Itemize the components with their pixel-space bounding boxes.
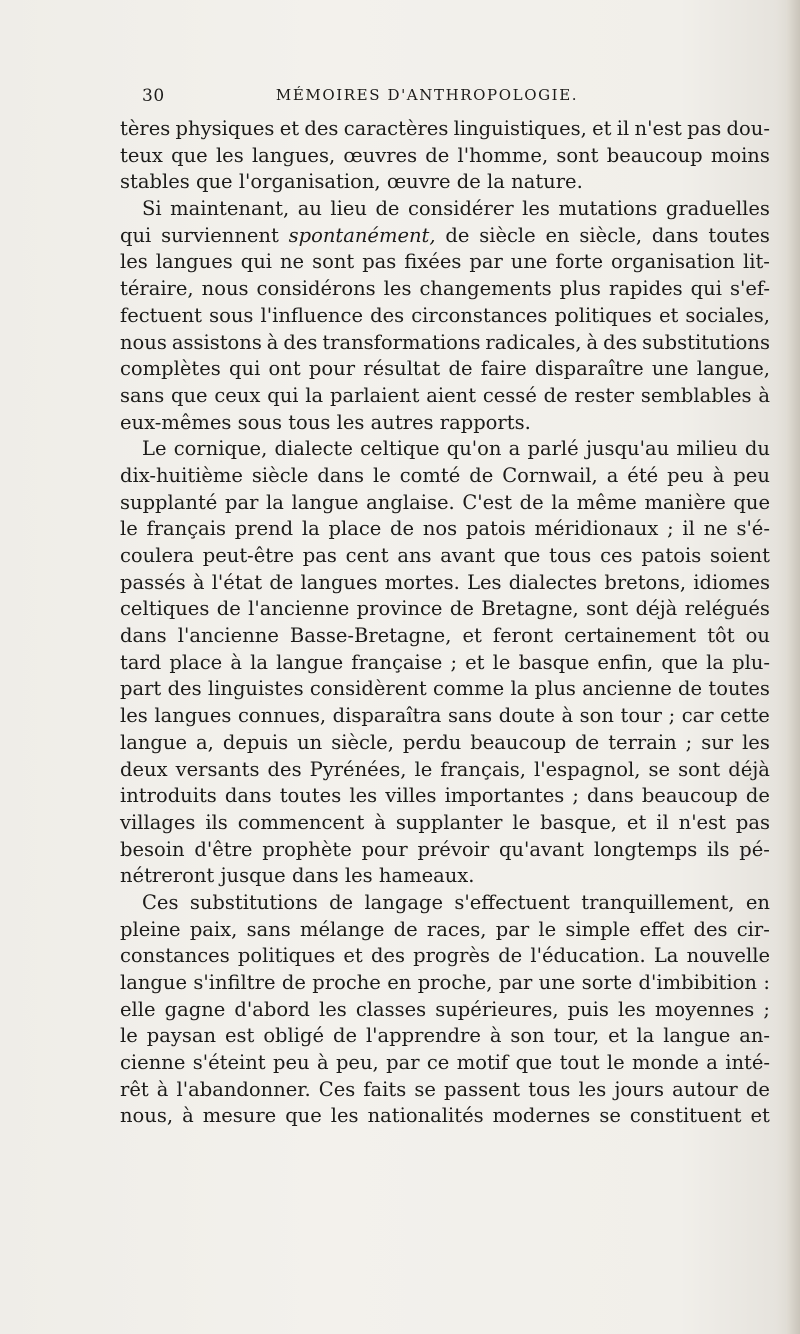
- page-edge: [786, 0, 800, 1334]
- text-line: supplanté par la langue anglaise. C'est de la même manière que: [120, 490, 770, 514]
- text-line: langue a, depuis un siècle, perdu beaucoup de terrain ; sur les: [120, 730, 770, 754]
- text-line: le français prend la place de nos patois méridionaux ; il ne s'é-: [120, 517, 770, 541]
- text-line: qui surviennent spontanément, de siècle en siècle, dans toutes: [120, 223, 770, 247]
- text-line: Si maintenant, au lieu de considérer les mutations graduelles: [142, 197, 770, 221]
- text-line: pleine paix, sans mélange de races, par le simple effet des cir-: [120, 917, 770, 941]
- text-line: villages ils commencent à supplanter le basque, et il n'est pas: [120, 810, 770, 834]
- text-line: les langues qui ne sont pas fixées par une forte organisation lit-: [120, 250, 770, 274]
- text-line: Ces substitutions de langage s'effectuent tranquillement, en: [142, 890, 770, 914]
- body-text: [120, 116, 770, 1130]
- text-line: rêt à l'abandonner. Ces faits se passent tous les jours autour de: [120, 1077, 770, 1101]
- text-line: teux que les langues, œuvres de l'homme, sont beaucoup moins: [120, 143, 770, 167]
- text-line: elle gagne d'abord les classes supérieures, puis les moyennes ;: [120, 997, 770, 1021]
- text-line: deux versants des Pyrénées, le français, l'espagnol, se sont déjà: [120, 757, 770, 781]
- page-header: [142, 86, 712, 110]
- text-line: constances politiques et des progrès de l'éducation. La nouvelle: [120, 944, 770, 968]
- text-line: passés à l'état de langues mortes. Les dialectes bretons, idiomes: [120, 570, 770, 594]
- page-number: 30: [142, 86, 165, 106]
- text-line: le paysan est obligé de l'apprendre à son tour, et la langue an-: [120, 1024, 770, 1048]
- text-line: Le cornique, dialecte celtique qu'on a parlé jusqu'au milieu du: [142, 437, 770, 461]
- text-line: introduits dans toutes les villes importantes ; dans beaucoup de: [120, 784, 770, 808]
- text-line: dans l'ancienne Basse-Bretagne, et feront certainement tôt ou: [120, 624, 770, 648]
- text-line: nous assistons à des transformations radicales, à des substitutions: [120, 330, 770, 354]
- text-line: stables que l'organisation, œuvre de la nature.: [120, 170, 583, 194]
- text-line: nétreront jusque dans les hameaux.: [120, 864, 475, 888]
- text-line: besoin d'être prophète pour prévoir qu'avant longtemps ils pé-: [120, 837, 770, 861]
- text-line: coulera peut-être pas cent ans avant que tous ces patois soient: [120, 544, 770, 567]
- text-line: téraire, nous considérons les changements plus rapides qui s'ef-: [120, 277, 770, 301]
- running-title: MÉMOIRES D'ANTHROPOLOGIE.: [275, 86, 579, 104]
- text-line: celtiques de l'ancienne province de Bretagne, sont déjà relégués: [120, 597, 770, 621]
- text-line: tard place à la langue française ; et le basque enfin, que la plu-: [120, 650, 770, 674]
- text-line: dix-huitième siècle dans le comté de Cornwail, a été peu à peu: [120, 463, 770, 487]
- text-line: cienne s'éteint peu à peu, par ce motif que tout le monde a inté-: [120, 1051, 770, 1075]
- text-line: tères physiques et des caractères linguistiques, et il n'est pas dou-: [120, 117, 770, 140]
- text-line: langue s'infiltre de proche en proche, par une sorte d'imbibition :: [120, 971, 770, 994]
- text-line: les langues connues, disparaîtra sans doute à son tour ; car cette: [120, 704, 770, 728]
- text-line: fectuent sous l'influence des circonstances politiques et sociales,: [120, 303, 770, 327]
- text-line: eux-mêmes sous tous les autres rapports.: [120, 410, 531, 434]
- text-line: part des linguistes considèrent comme la plus ancienne de toutes: [120, 677, 770, 701]
- text-line: nous, à mesure que les nationalités modernes se constituent et: [120, 1104, 770, 1128]
- text-line: complètes qui ont pour résultat de faire disparaître une langue,: [120, 357, 770, 381]
- text-line: sans que ceux qui la parlaient aient cessé de rester semblables à: [120, 383, 770, 407]
